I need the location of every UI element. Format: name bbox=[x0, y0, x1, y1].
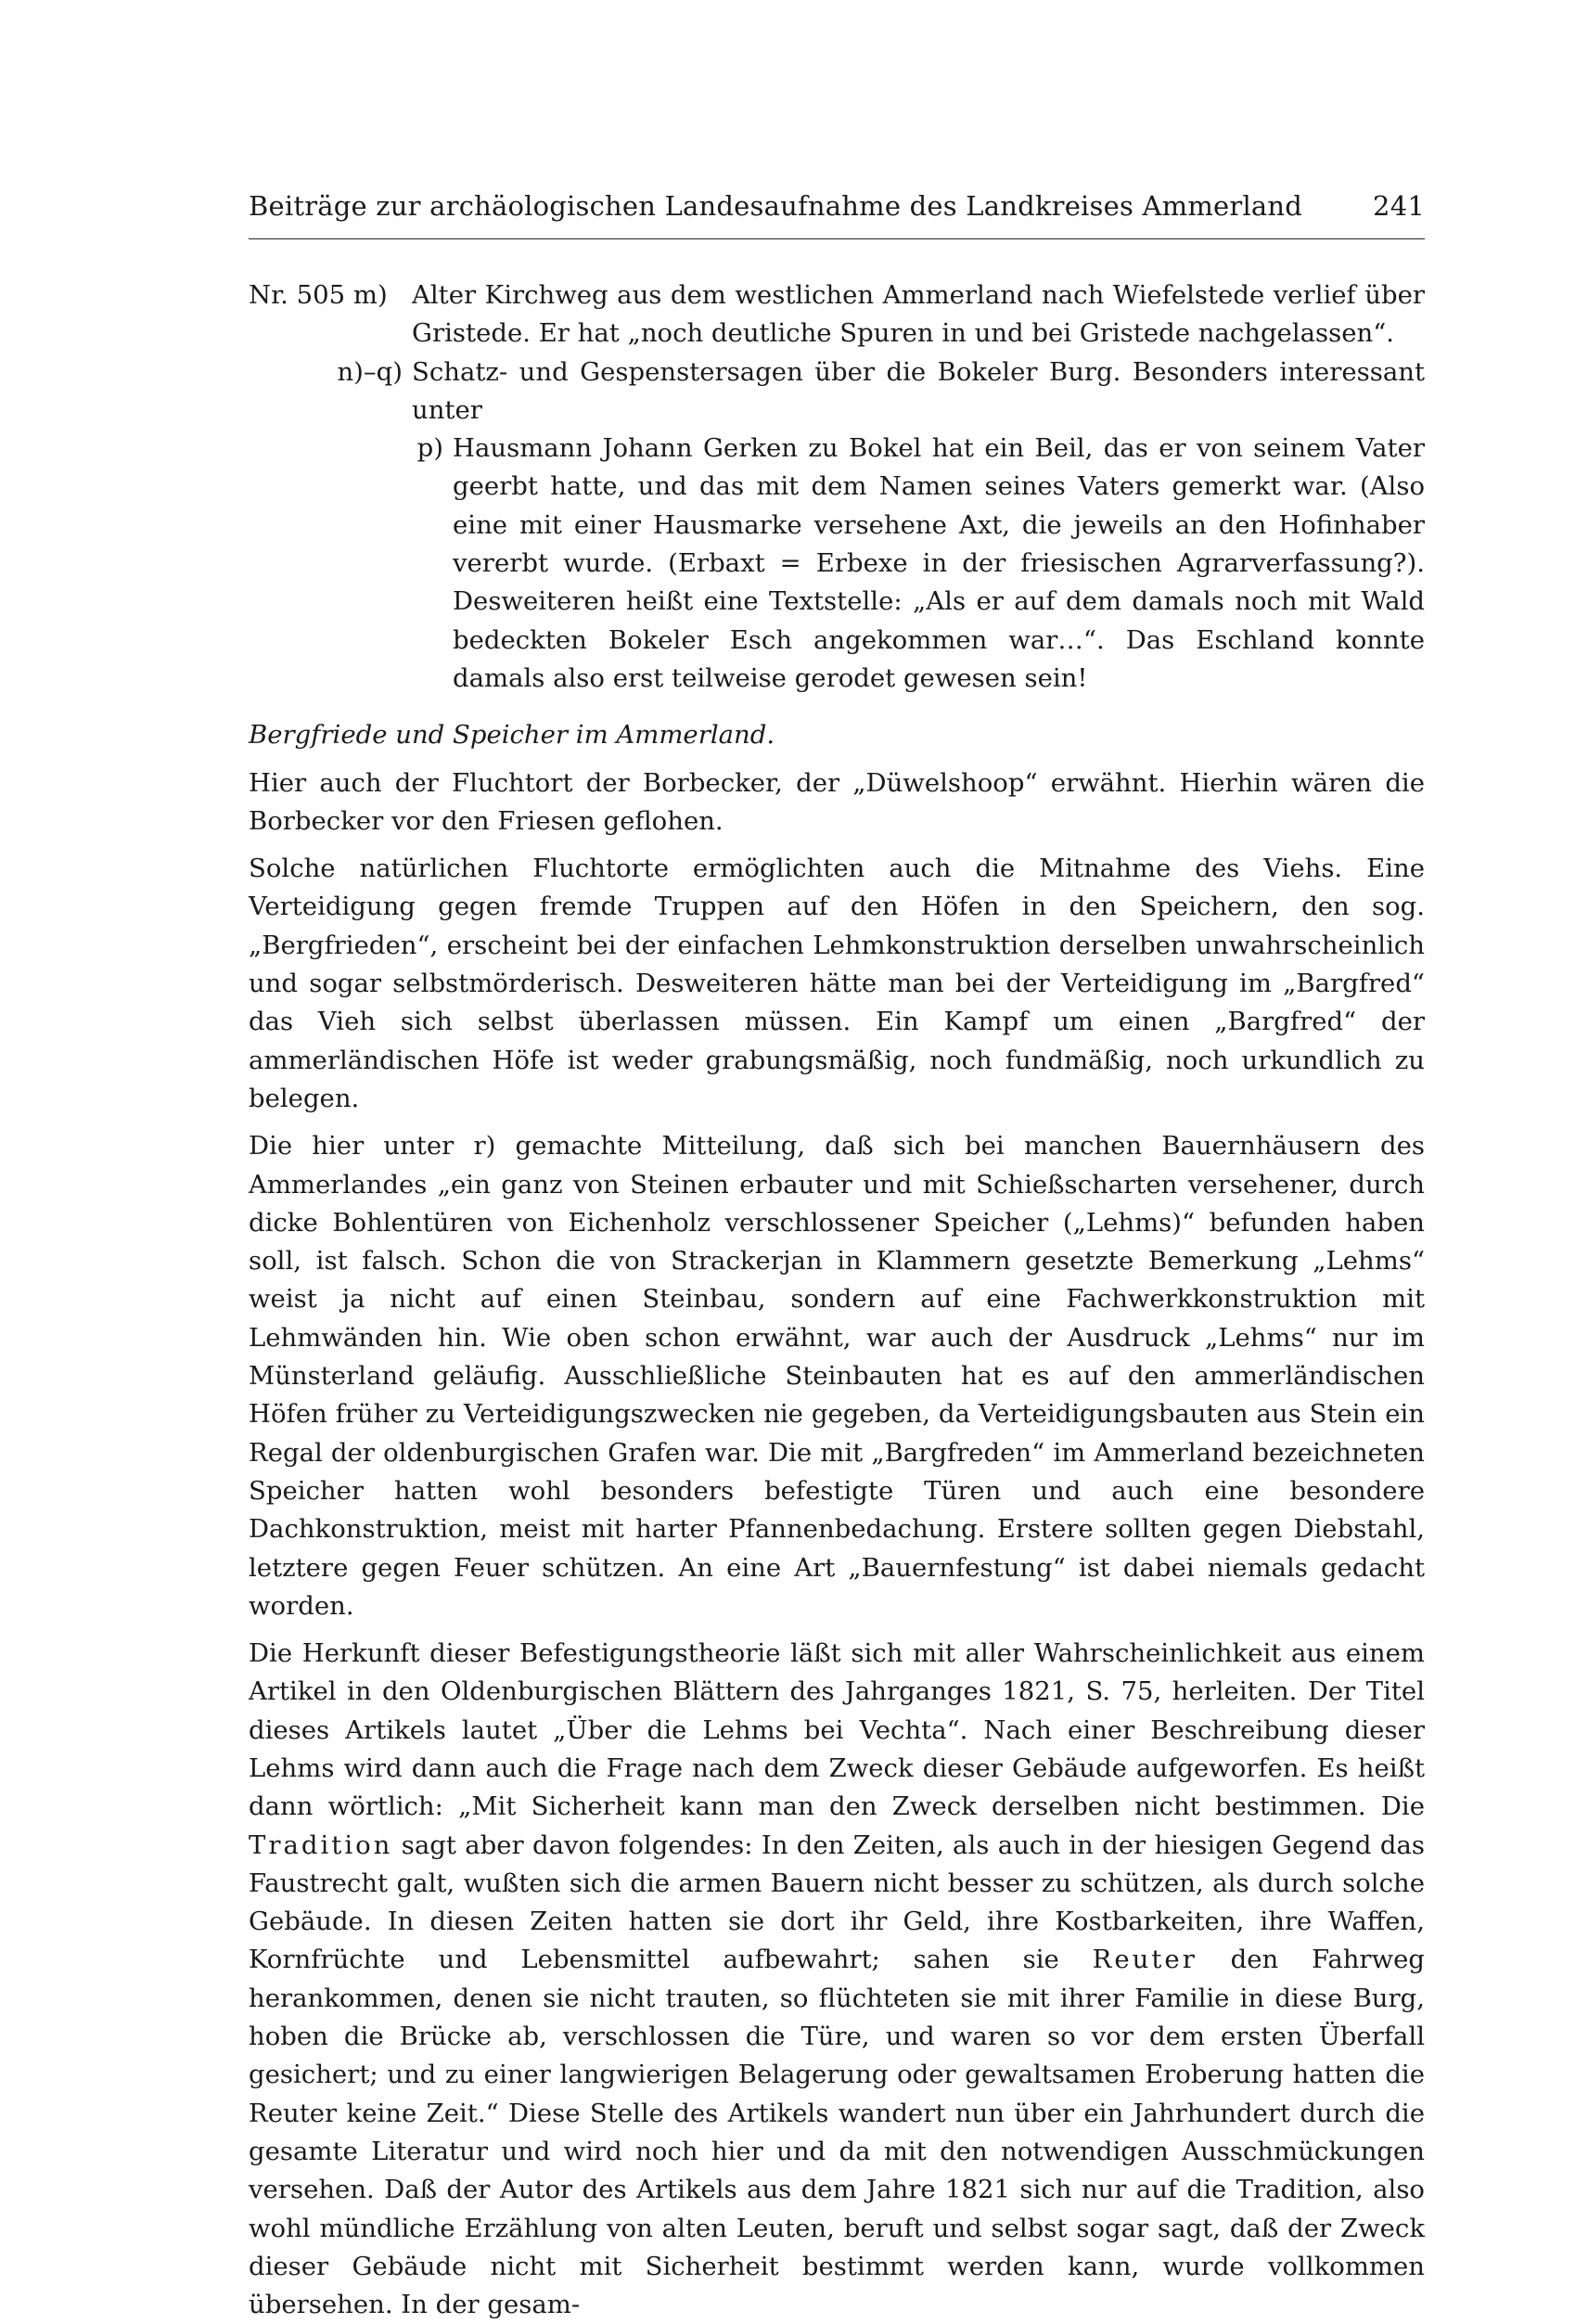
entry-text: Schatz- und Gespenstersagen über die Bokeler Burg. Besonders interessant unter bbox=[412, 356, 1425, 425]
paragraph: Solche natürlichen Fluchtorte ermöglichten auch die Mitnahme des Viehs. Eine Verteidigung gegen fremde Truppen auf den Höfen in den Speichern, den sog. „Bergfrieden“, erscheint bei der einfachen Lehmkonstruktion derselben unwahrscheinlich und sogar selbstmörderisch. Desweiteren hätte man bei der Verteidigung im „Bargfred“ das Vieh sich selbst überlassen müssen. Ein Kampf um einen „Bargfred“ der ammerländischen Höfe ist weder grabungsmäßig, noch fundmäßig, noch urkundlich zu belegen. bbox=[249, 854, 1425, 1113]
paragraph-last bbox=[249, 1635, 1425, 2324]
entry-label: n)–q) bbox=[337, 356, 403, 387]
section-body bbox=[249, 716, 1425, 2324]
running-title: Beiträge zur archäologischen Landesaufnahme des Landkreises Ammerland bbox=[249, 190, 1303, 222]
entry-text: Hausmann Johann Gerken zu Bokel hat ein Beil, das er von seinem Vater geerbt hatte, und das mit dem Namen seines Vaters gemerkt war. (Also eine mit einer Hausmarke versehene Axt, die jeweils an den Hofinhaber vererbt wurde. (Erbaxt = Erbexe in der friesischen Agrarverfassung?). Desweiteren heißt eine Textstelle: „Als er auf dem damals noch mit Wald bedeckten Bokeler Esch angekommen war…“. Das Eschland konnte damals also erst teilweise gerodet gewesen sein! bbox=[453, 433, 1425, 693]
entry-505-m bbox=[249, 276, 1425, 353]
entry-p bbox=[249, 430, 1425, 698]
text-run: den Fahrweg herankommen, denen sie nicht trauten, so flüchteten sie mit ihrer Familie in diese Burg, hoben die Brücke ab, verschlossen die Türe, und waren so vor dem ersten Überfall gesichert; und zu einer langwierigen Belagerung oder gewaltsamen Eroberung hatten die Reuter keine Zeit.“ Diese Stelle des Artikels wandert nun über ein Jahrhundert durch die gesamte Literatur und wird noch hier und da mit den notwendigen Ausschmückungen versehen. Daß der Autor des Artikels aus dem Jahre 1821 sich nur auf die Tradition, also wohl mündliche Erzählung von alten Leuten, beruft und selbst sogar sagt, daß der Zweck dieser Gebäude nicht mit Sicherheit bestimmt werden kann, wurde vollkommen übersehen. In der gesam- bbox=[249, 1945, 1425, 2320]
spaced-emphasis: Tradition bbox=[249, 1830, 393, 1860]
section-title: Bergfriede und Speicher im Ammerland. bbox=[249, 720, 775, 751]
entry-text: Alter Kirchweg aus dem westlichen Ammerland nach Wiefelstede verlief über Gristede. Er hat „noch deutliche Spuren in und bei Gristede nachgelassen“. bbox=[412, 280, 1425, 349]
document-page bbox=[249, 190, 1425, 2324]
catalogue-entries bbox=[249, 276, 1425, 698]
text-run: sagt aber davon folgendes: In den Zeiten, als auch in der hiesigen Gegend das Faustrecht galt, wußten sich die armen Bauern nicht besser zu schützen, als durch solche Gebäude. In diesen Zeiten hatten sie dort ihr Geld, ihre Kostbarkeiten, ihre Waffen, Kornfrüchte und Lebensmittel aufbewahrt; sahen sie bbox=[249, 1830, 1425, 1975]
entry-n-q bbox=[249, 353, 1425, 430]
paragraph: Hier auch der Fluchtort der Borbecker, der „Düwelshoop“ erwähnt. Hierhin wären die Borbecker vor den Friesen geflohen. bbox=[249, 767, 1425, 836]
entry-label: Nr. 505 m) bbox=[249, 280, 388, 310]
text-run: Die Herkunft dieser Befestigungstheorie läßt sich mit aller Wahrscheinlichkeit aus einem Artikel in den Oldenburgischen Blättern des Jahrganges 1821, S. 75, herleiten. Der Titel dieses Artikels lautet „Über die Lehms bei Vechta“. Nach einer Beschreibung dieser Lehms wird dann auch die Frage nach dem Zweck dieser Gebäude aufgeworfen. Es heißt dann wörtlich: „Mit Sicherheit kann man den Zweck derselben nicht bestimmen. Die bbox=[249, 1638, 1425, 1822]
page-number: 241 bbox=[1373, 190, 1425, 222]
running-header bbox=[249, 190, 1425, 239]
paragraph: Die hier unter r) gemachte Mitteilung, daß sich bei manchen Bauernhäusern des Ammerlandes „ein ganz von Steinen erbauter und mit Schießscharten versehener, durch dicke Bohlentüren von Eichenholz verschlossener Speicher („Lehms)“ befunden haben soll, ist falsch. Schon die von Strackerjan in Klammern gesetzte Bemerkung „Lehms“ weist ja nicht auf einen Steinbau, sondern auf eine Fachwerkkonstruktion mit Lehmwänden hin. Wie oben schon erwähnt, war auch der Ausdruck „Lehms“ nur im Münsterland geläufig. Ausschließliche Steinbauten hat es auf den ammerländischen Höfen früher zu Verteidigungszwecken nie gegeben, da Verteidigungsbauten aus Stein ein Regal der oldenburgischen Grafen war. Die mit „Bargfreden“ im Ammerland bezeichneten Speicher hatten wohl besonders befestigte Türen und auch eine besondere Dachkonstruktion, meist mit harter Pfannenbedachung. Erstere sollten gegen Diebstahl, letztere gegen Feuer schützen. An eine Art „Bauernfestung“ ist dabei niemals gedacht worden. bbox=[249, 1131, 1425, 1621]
spaced-emphasis: Reuter bbox=[1092, 1945, 1197, 1975]
entry-label: p) bbox=[416, 433, 443, 464]
